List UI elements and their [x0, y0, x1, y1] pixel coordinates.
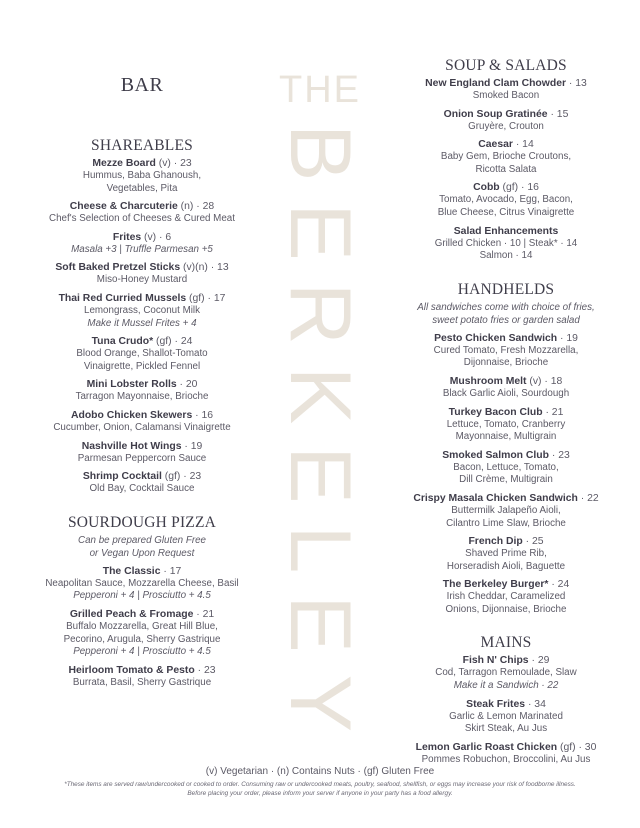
menu-item-description: Black Garlic Aioli, Sourdough — [442, 387, 570, 399]
menu-item-description: Skirt Steak, Au Jus — [464, 723, 548, 735]
menu-item-description: Pommes Robuchon, Broccolini, Au Jus — [421, 753, 591, 765]
menu-item-name: Turkey Bacon Club — [448, 406, 543, 418]
menu-item-heading — [20, 608, 264, 621]
section-mains — [376, 634, 636, 766]
menu-item-name: French Dip — [468, 536, 523, 548]
menu-item-name: Caesar — [478, 139, 513, 151]
menu-item-description: Buffalo Mozzarella, Great Hill Blue, — [66, 620, 218, 632]
menu-item-description: Cucumber, Onion, Calamansi Vinaigrette — [53, 421, 231, 433]
section-note: All sandwiches come with choice of fries, sweet potato fries or garden salad — [417, 301, 595, 326]
menu-item-price: · 24 — [548, 579, 570, 591]
menu-item-description: Ricotta Salata — [475, 163, 537, 175]
menu-item-description: Tarragon Mayonnaise, Brioche — [75, 391, 209, 403]
menu-item-price: (gf) · 24 — [153, 336, 193, 348]
menu-item-name: Heirloom Tomato & Pesto — [68, 664, 195, 676]
menu-item-name: Shrimp Cocktail — [82, 471, 162, 483]
menu-item-description: Onions, Dijonnaise, Brioche — [445, 603, 567, 615]
brand-name: BERKELEY — [272, 124, 368, 755]
menu-item-name: Mezze Board — [92, 158, 156, 169]
menu-item-name: Lemon Garlic Roast Chicken — [415, 741, 558, 753]
menu-item-description: Neapolitan Sauce, Mozzarella Cheese, Basil — [45, 577, 239, 589]
menu-item-price: (v) · 23 — [155, 158, 192, 169]
menu-item-heading — [20, 231, 264, 244]
menu-item-name: Pesto Chicken Sandwich — [434, 332, 558, 344]
menu-item-description: Pecorino, Arugula, Sherry Gastrique — [63, 633, 221, 645]
menu-item-description: Shaved Prime Rib, — [465, 548, 547, 560]
menu-item — [20, 261, 264, 287]
menu-item-name: Fish N' Chips — [462, 655, 529, 667]
menu-item-heading — [20, 292, 264, 305]
menu-item-addon: Make it a Sandwich · 22 — [453, 680, 559, 692]
menu-item-price: · 23 — [194, 664, 216, 676]
section-title: SOURDOUGH PIZZA — [67, 513, 217, 531]
menu-item-description: Blood Orange, Shallot-Tomato — [76, 348, 208, 360]
menu-item-description: Garlic & Lemon Marinated — [449, 710, 563, 722]
menu-item-price: · 23 — [549, 449, 570, 461]
menu-item-price: · 16 — [192, 409, 214, 421]
menu-item-name: Cheese & Charcuterie — [69, 201, 178, 213]
menu-item-description: Cilantro Lime Slaw, Brioche — [446, 517, 566, 529]
menu-item-name: Frites — [112, 231, 142, 243]
menu-item — [376, 332, 636, 370]
menu-item-price: · 19 — [557, 332, 578, 344]
menu-item-description: Miso-Honey Mustard — [96, 274, 188, 286]
menu-item-name: Tuna Crudo* — [91, 336, 154, 348]
menu-item-description: Baby Gem, Brioche Croutons, — [440, 151, 572, 163]
menu-item-price: · 21 — [193, 608, 215, 620]
menu-item — [20, 335, 264, 373]
menu-item — [20, 565, 264, 603]
brand-wordmark — [270, 70, 370, 754]
menu-item-description: Grilled Chicken · 10 | Steak* · 14 — [434, 237, 578, 249]
menu-item-heading — [376, 225, 636, 238]
section-sourdough-pizza — [20, 514, 264, 690]
section-handhelds — [376, 281, 636, 617]
menu-item — [20, 231, 264, 257]
menu-item-description: Dijonnaise, Brioche — [463, 357, 549, 369]
menu-item-heading — [376, 654, 636, 667]
menu-item-heading — [376, 535, 636, 548]
menu-item-heading — [376, 449, 636, 462]
menu-item-description: Parmesan Peppercorn Sauce — [77, 452, 207, 464]
menu-item-description: Lemongrass, Coconut Milk — [84, 304, 200, 316]
menu-item-price: · 25 — [522, 536, 544, 548]
menu-item-addon: Make it Mussel Frites + 4 — [87, 317, 197, 329]
menu-item-description: Horseradish Aioli, Baguette — [446, 560, 566, 572]
menu-item-heading — [376, 741, 636, 754]
section-note: Can be prepared Gluten Free or Vegan Upon Request — [78, 534, 206, 559]
menu-item — [376, 492, 636, 530]
menu-item-heading — [376, 181, 636, 194]
menu-item-name: Onion Soup Gratinée — [443, 108, 548, 120]
menu-item-heading — [376, 138, 636, 151]
menu-item-description: Old Bay, Cocktail Sauce — [89, 483, 195, 495]
menu-item-description: Dill Crème, Multigrain — [459, 474, 553, 486]
menu-item-price: · 34 — [525, 698, 546, 710]
menu-item-name: Nashville Hot Wings — [81, 440, 182, 452]
menu-item — [20, 378, 264, 404]
menu-item-name: Mushroom Melt — [449, 375, 527, 387]
menu-item-description: Gruyère, Crouton — [468, 120, 544, 132]
section-title: HANDHELDS — [457, 280, 555, 298]
menu-item-price: (gf) · 30 — [557, 741, 597, 753]
menu-item-description: Tomato, Avocado, Egg, Bacon, — [439, 194, 573, 206]
menu-item-description: Cured Tomato, Fresh Mozzarella, — [433, 344, 579, 356]
menu-item-description: Salmon · 14 — [479, 250, 533, 262]
menu-item-name: New England Clam Chowder — [425, 78, 567, 89]
menu-item — [376, 654, 636, 692]
menu-item-heading — [20, 565, 264, 578]
menu-item-heading — [20, 440, 264, 453]
menu-item-description: Chef's Selection of Cheeses & Cured Meat — [49, 213, 235, 225]
menu-item-price: · 22 — [577, 492, 599, 504]
menu-item-price: · 21 — [542, 406, 564, 418]
menu-item-price: · 13 — [566, 78, 587, 89]
menu-item-description: Irish Cheddar, Caramelized — [446, 591, 566, 603]
menu-item-name: Soft Baked Pretzel Sticks — [55, 262, 181, 274]
menu-item-price: (v)(n) · 13 — [180, 262, 229, 274]
menu-item — [20, 608, 264, 659]
menu-item-price: (gf) · 16 — [499, 182, 539, 194]
menu-item — [376, 741, 636, 767]
menu-item-description: Bacon, Lettuce, Tomato, — [453, 461, 559, 473]
left-column — [20, 74, 264, 707]
menu-item — [20, 292, 264, 330]
menu-item-price: · 19 — [181, 440, 203, 452]
menu-item-price: · 14 — [512, 139, 534, 151]
menu-item-description: Lettuce, Tomato, Cranberry — [446, 418, 566, 430]
menu-item — [20, 664, 264, 690]
menu-item — [376, 77, 636, 103]
menu-item-name: Cobb — [473, 182, 500, 194]
bar-title: BAR — [120, 74, 164, 96]
menu-item — [376, 108, 636, 134]
menu-item-description: Vinaigrette, Pickled Fennel — [83, 360, 201, 372]
menu-item — [20, 200, 264, 226]
menu-item-heading — [376, 332, 636, 345]
menu-item-name: The Berkeley Burger* — [442, 579, 549, 591]
menu-item-heading — [376, 698, 636, 711]
menu-item-price: (v) · 18 — [526, 375, 563, 387]
menu-item — [376, 181, 636, 219]
menu-item-heading — [376, 77, 636, 90]
section-shareables — [20, 137, 264, 496]
menu-item-description: Vegetables, Pita — [106, 182, 178, 194]
section-title: SHAREABLES — [91, 137, 193, 154]
menu-item-price: (n) · 28 — [177, 201, 215, 213]
menu-item-addon: Pepperoni + 4 | Prosciutto + 4.5 — [73, 590, 211, 602]
menu-item-heading — [20, 335, 264, 348]
menu-item-price: · 17 — [160, 565, 182, 577]
menu-item-name: Smoked Salmon Club — [442, 449, 549, 461]
menu-item — [376, 449, 636, 487]
menu-item-heading — [376, 492, 636, 505]
menu-item — [376, 535, 636, 573]
menu-item-addon: Masala +3 | Truffle Parmesan +5 — [71, 243, 213, 255]
menu-item — [20, 409, 264, 435]
menu-item-addon: Pepperoni + 4 | Prosciutto + 4.5 — [73, 646, 211, 658]
menu-item-heading — [20, 200, 264, 213]
menu-item-price: · 20 — [176, 379, 198, 391]
menu-item-heading — [20, 157, 264, 170]
section-soup-salads — [376, 57, 636, 263]
menu-item-heading — [20, 470, 264, 483]
menu-item-heading — [376, 578, 636, 591]
menu-item — [376, 225, 636, 263]
menu-item-price: (gf) · 17 — [186, 292, 226, 304]
menu-item-name: Mini Lobster Rolls — [86, 379, 177, 391]
menu-item-description: Mayonnaise, Multigrain — [455, 431, 557, 443]
menu-item-price: (v) · 6 — [141, 231, 172, 243]
menu-item — [376, 698, 636, 736]
menu-item-heading — [20, 261, 264, 274]
menu-item-price: (gf) · 23 — [161, 471, 202, 483]
dietary-legend: (v) Vegetarian · (n) Contains Nuts · (gf) Gluten Free — [205, 766, 435, 777]
menu-item-name: Thai Red Curried Mussels — [58, 292, 187, 304]
menu-item-description: Smoked Bacon — [472, 90, 540, 101]
menu-item-name: Grilled Peach & Fromage — [69, 608, 194, 620]
menu-item-name: Salad Enhancements — [453, 225, 559, 237]
menu-item-name: Adobo Chicken Skewers — [70, 409, 193, 421]
menu-item — [376, 138, 636, 176]
menu-item-heading — [20, 664, 264, 677]
menu-item-description: Blue Cheese, Citrus Vinaigrette — [437, 206, 575, 218]
section-title: MAINS — [480, 634, 532, 652]
menu-item-price: · 29 — [528, 655, 550, 667]
menu-item-description: Cod, Tarragon Remoulade, Slaw — [435, 667, 577, 679]
footer — [0, 766, 640, 798]
menu-item-description: Hummus, Baba Ghanoush, — [82, 170, 202, 181]
right-column — [376, 57, 636, 784]
menu-item-name: Steak Frites — [466, 698, 526, 710]
menu-item-description: Burrata, Basil, Sherry Gastrique — [72, 676, 212, 688]
menu-item — [20, 470, 264, 496]
menu-item-heading — [20, 378, 264, 391]
menu-item — [376, 578, 636, 616]
menu-item — [20, 157, 264, 195]
menu-item-heading — [376, 406, 636, 419]
menu-item-heading — [376, 108, 636, 121]
section-title: SOUP & SALADS — [445, 57, 567, 74]
menu-item-name: The Classic — [102, 565, 161, 577]
menu-item — [376, 406, 636, 444]
menu-item-name: Crispy Masala Chicken Sandwich — [413, 492, 578, 504]
menu-item — [376, 375, 636, 401]
menu-item-heading — [20, 409, 264, 422]
menu-item — [20, 440, 264, 466]
food-safety-disclaimer: *These items are served raw/undercooked or cooked to order. Consuming raw or undercooked meats, poultry, seafood, shellfish, or eggs may increase your risk of foodborne illness. Before placing your order, please inform your server if anyone in your party has a food allergy. — [64, 781, 576, 797]
menu-item-description: Buttermilk Jalapeño Aioli, — [451, 504, 561, 516]
menu-item-heading — [376, 375, 636, 388]
menu-item-price: · 15 — [547, 108, 569, 120]
brand-the: THE — [279, 69, 361, 111]
